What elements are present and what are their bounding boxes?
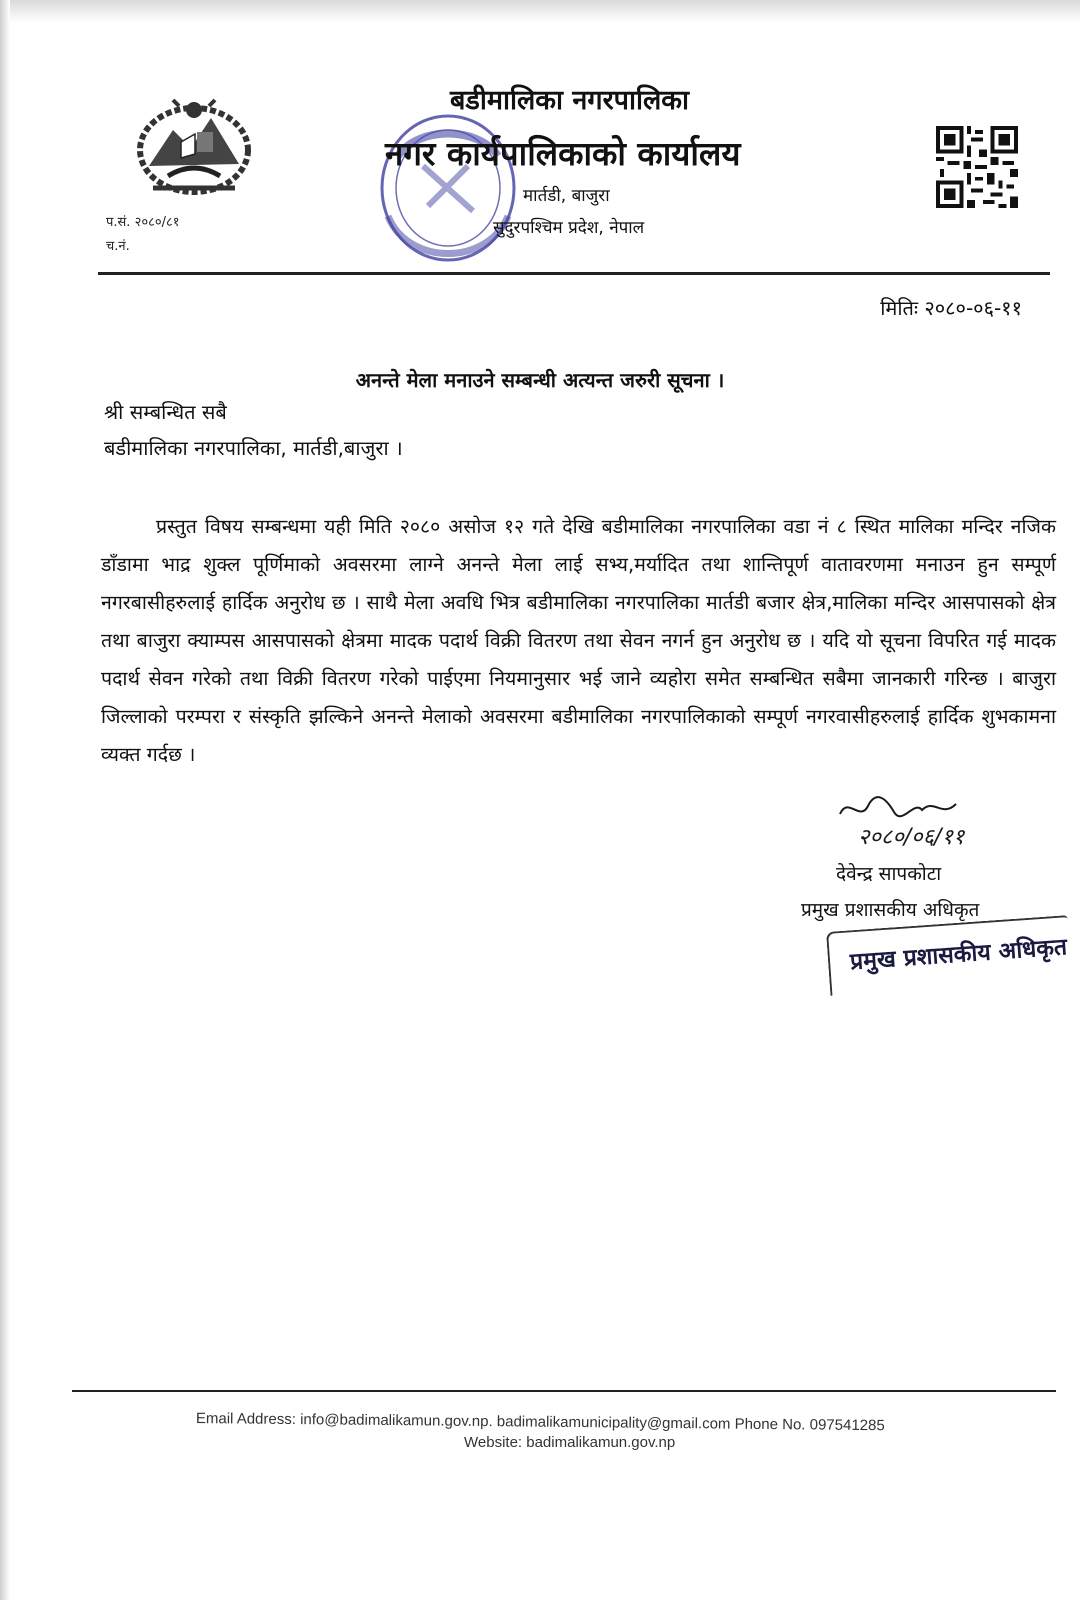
designation-stamp bbox=[826, 914, 1080, 1001]
dispatch-number: च.नं. bbox=[106, 239, 130, 254]
footer-website: Website: badimalikamun.gov.np bbox=[464, 1434, 676, 1451]
signatory-title: प्रमुख प्रशासकीय अधिकृत bbox=[801, 899, 980, 921]
header-divider bbox=[98, 272, 1050, 275]
office-name: नगर कार्यपालिकाको कार्यालय bbox=[385, 134, 741, 173]
notice-subject: अनन्ते मेला मनाउने सम्बन्धी अत्यन्त जरुरी सूचना । bbox=[355, 368, 725, 392]
footer-contact: Email Address: info@badimalikamun.gov.np. badimalikamunicipality@gmail.com Phone No. 097541285 bbox=[195, 1410, 885, 1435]
letter-date: मितिः २०८०-०६-११ bbox=[880, 296, 1022, 320]
scan-left-shadow bbox=[0, 0, 10, 1600]
office-seal-stamp bbox=[368, 96, 518, 274]
office-location: मार्तडी, बाजुरा bbox=[523, 186, 610, 206]
addressee-line: श्री सम्बन्धित सबै bbox=[104, 400, 227, 424]
municipality-name: बडीमालिका नगरपालिका bbox=[450, 85, 690, 116]
notice-body: प्रस्तुत विषय सम्बन्धमा यही मिति २०८० असोज १२ गते देखि बडीमालिका नगरपालिका वडा नं ८ स्थित मालिका मन्दिर नजिक डाँडामा भाद्र शुक्ल पूर्णिमाको अवसरमा लाग्ने अनन्ते मेला लाई सभ्य,मर्यादित तथा शान्तिपूर्ण वातावरणमा मनाउन हुन सम्पूर्ण नगरबासीहरुलाई हार्दिक अनुरोध छ । साथै मेला अवधि भित्र बडीमालिका नगरपालिका मार्तडी बजार क्षेत्र,मालिका मन्दिर आसपासको क्षेत्र तथा बाजुरा क्याम्पस आसपासको क्षेत्रमा मादक पदार्थ विक्री वितरण तथा सेवन नगर्न हुन अनुरोध छ । यदि यो सूचना विपरित गई मादक पदार्थ सेवन गरेको तथा विक्री वितरण गरेको पाईएमा नियमानुसार भई जाने व्यहोरा समेत सम्बन्धित सबैमा जानकारी गरिन्छ । बाजुरा जिल्लाको परम्परा र संस्कृति झल्किने अनन्ते मेलाको अवसरमा बडीमालिका नगरपालिकाको सम्पूर्ण नगरवासीहरुलाई हार्दिक शुभकामना व्यक्त गर्दछ । bbox=[101, 515, 1056, 766]
signature-date: २०८०/०६/११ bbox=[858, 825, 965, 850]
reference-number: प.सं. २०८०/८१ bbox=[106, 215, 180, 230]
addressee-location: बडीमालिका नगरपालिका, मार्तडी,बाजुरा । bbox=[104, 436, 403, 460]
stamp-text: प्रमुख प्रशासकीय अधिकृत bbox=[849, 934, 1068, 976]
signatory-name: देवेन्द्र सापकोटा bbox=[836, 863, 942, 885]
qr-code-icon bbox=[936, 124, 1018, 210]
nepal-emblem-icon bbox=[133, 96, 255, 196]
office-province: सुदुरपश्चिम प्रदेश, नेपाल bbox=[493, 218, 645, 238]
footer-divider bbox=[72, 1390, 1056, 1392]
scan-edge-shadow bbox=[0, 0, 1080, 22]
handwritten-signature bbox=[838, 794, 1038, 854]
